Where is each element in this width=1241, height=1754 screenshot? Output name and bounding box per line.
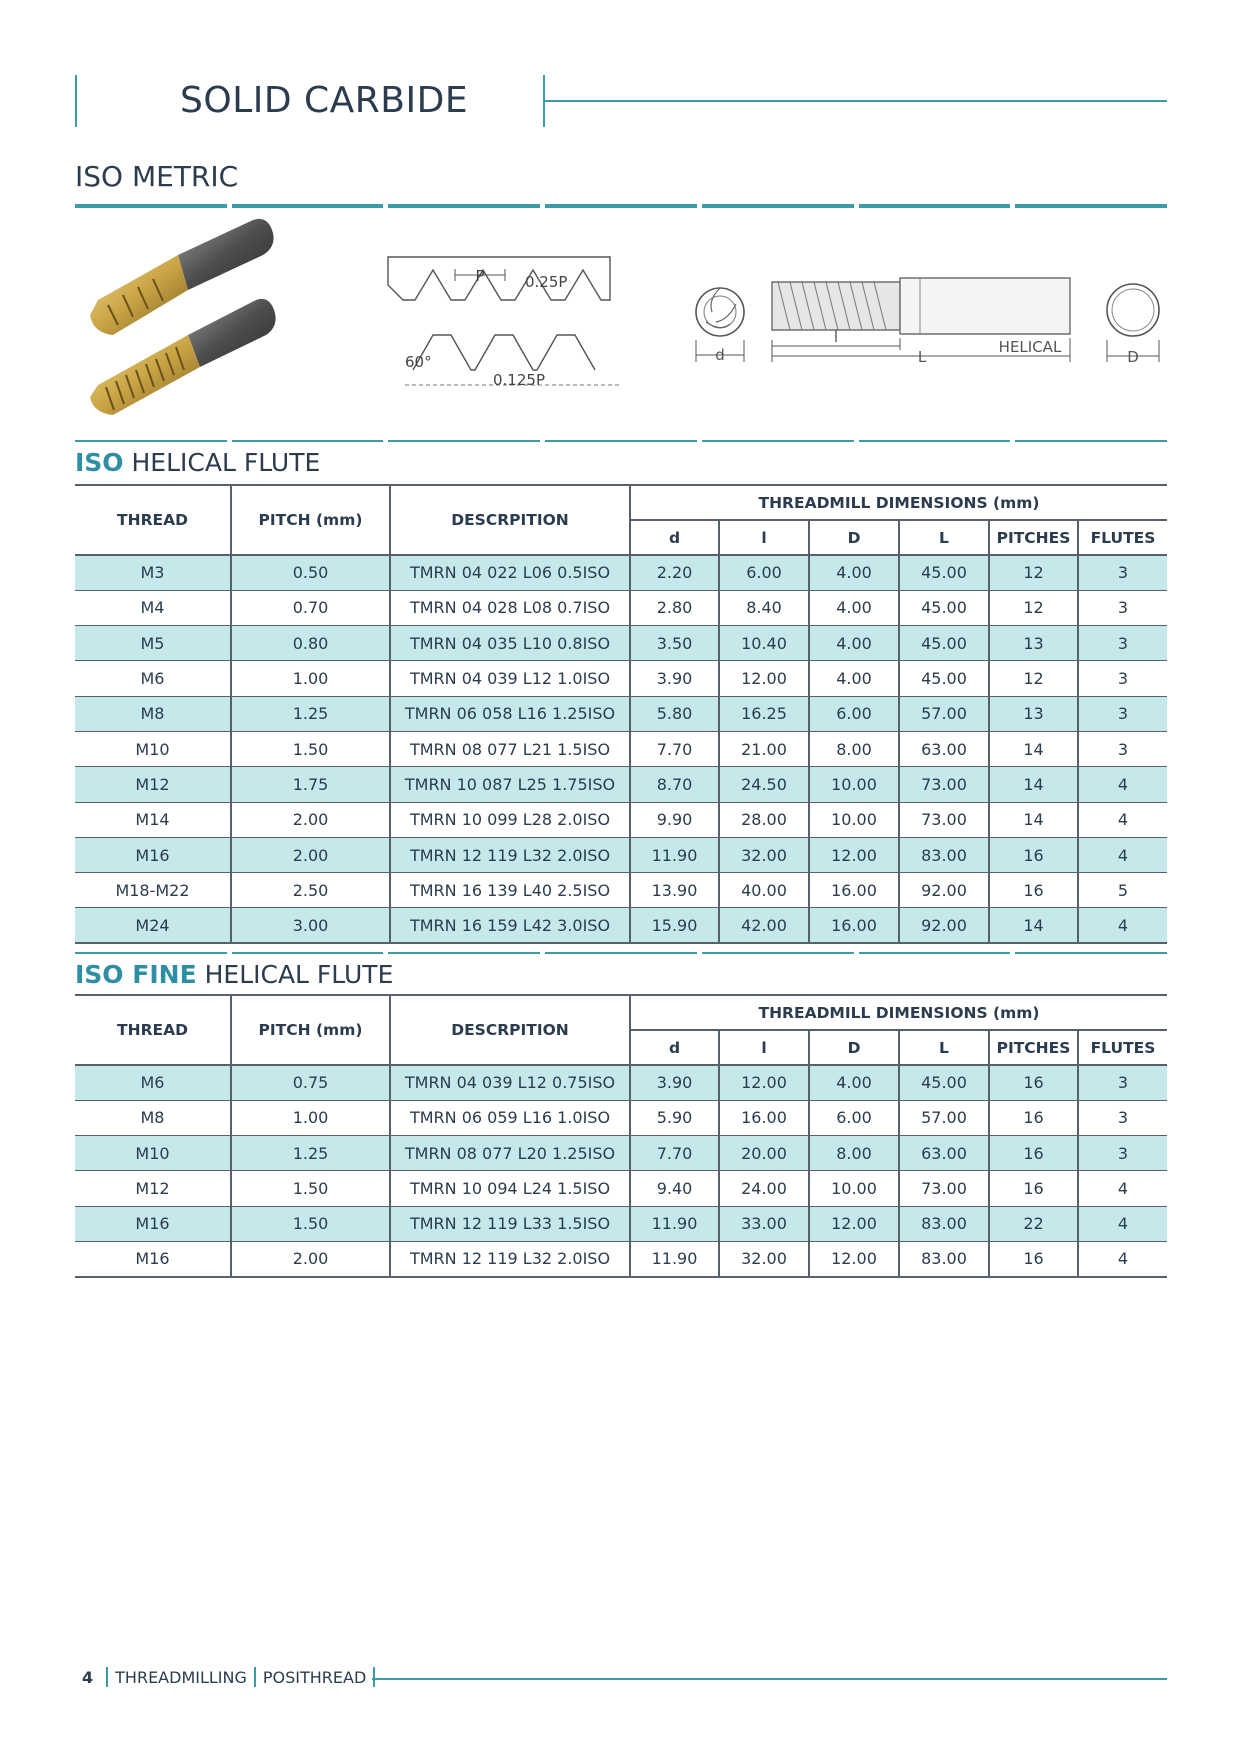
- dim-L-label: L: [917, 348, 927, 366]
- table-row: [75, 767, 1167, 802]
- table-cell: 12.00: [809, 1241, 899, 1276]
- table-row: [75, 873, 1167, 908]
- table-cell: TMRN 16 139 L40 2.5ISO: [390, 873, 630, 908]
- table-cell: TMRN 12 119 L33 1.5ISO: [390, 1206, 630, 1241]
- footer-separator: [106, 1667, 108, 1687]
- col-flutes: FLUTES: [1078, 520, 1167, 555]
- table-cell: 12: [989, 555, 1078, 590]
- table1-heading-accent: ISO: [75, 448, 124, 477]
- table-row: [75, 1241, 1167, 1276]
- table-cell: 22: [989, 1206, 1078, 1241]
- table-cell: 4.00: [809, 626, 899, 661]
- table-cell: 21.00: [719, 731, 809, 766]
- footer-separator: [373, 1667, 375, 1687]
- table-cell: TMRN 12 119 L32 2.0ISO: [390, 837, 630, 872]
- table-cell: 1.25: [231, 696, 390, 731]
- table-cell: 42.00: [719, 908, 809, 943]
- col-thread: THREAD: [75, 995, 231, 1065]
- page-title: SOLID CARBIDE: [180, 80, 469, 121]
- table-cell: TMRN 08 077 L21 1.5ISO: [390, 731, 630, 766]
- table-cell: 4: [1078, 1241, 1167, 1276]
- table1-heading: [75, 448, 320, 477]
- table-cell: TMRN 06 058 L16 1.25ISO: [390, 696, 630, 731]
- table-cell: 12.00: [719, 661, 809, 696]
- table-cell: 1.50: [231, 731, 390, 766]
- table-cell: 14: [989, 908, 1078, 943]
- table-cell: TMRN 04 039 L12 1.0ISO: [390, 661, 630, 696]
- table-cell: 40.00: [719, 873, 809, 908]
- table-cell: 63.00: [899, 731, 989, 766]
- table-cell: 1.00: [231, 661, 390, 696]
- table-cell: M14: [75, 802, 231, 837]
- table-cell: M3: [75, 555, 231, 590]
- table-row: [75, 802, 1167, 837]
- table-cell: 4.00: [809, 555, 899, 590]
- table-cell: 3: [1078, 1100, 1167, 1135]
- table-row: [75, 1136, 1167, 1171]
- table-cell: 12.00: [719, 1065, 809, 1100]
- table-cell: 10.00: [809, 1171, 899, 1206]
- iso-fine-helical-flute-table: [75, 994, 1167, 1278]
- table-cell: 3.90: [630, 1065, 719, 1100]
- figure-divider: [75, 440, 1167, 442]
- table-cell: M16: [75, 1241, 231, 1276]
- table-cell: 4: [1078, 767, 1167, 802]
- table-cell: 6.00: [809, 696, 899, 731]
- table-cell: 13: [989, 696, 1078, 731]
- table-cell: 11.90: [630, 1206, 719, 1241]
- col-d: d: [630, 520, 719, 555]
- table-cell: 16.25: [719, 696, 809, 731]
- table-cell: 10.00: [809, 802, 899, 837]
- table-cell: 16: [989, 1171, 1078, 1206]
- header-line: [543, 100, 1167, 102]
- col-thread: THREAD: [75, 485, 231, 555]
- table2-heading-accent: ISO FINE: [75, 960, 197, 989]
- table-cell: 0.75: [231, 1065, 390, 1100]
- table-cell: M12: [75, 767, 231, 802]
- table-cell: TMRN 10 099 L28 2.0ISO: [390, 802, 630, 837]
- table-cell: 4: [1078, 1206, 1167, 1241]
- table-cell: 4: [1078, 1171, 1167, 1206]
- col-D: D: [809, 520, 899, 555]
- section-title: ISO METRIC: [75, 160, 239, 193]
- table-row: [75, 1171, 1167, 1206]
- table-cell: 13: [989, 626, 1078, 661]
- table-cell: 1.75: [231, 767, 390, 802]
- col-group-dimensions: THREADMILL DIMENSIONS (mm): [630, 485, 1167, 520]
- table-cell: 13.90: [630, 873, 719, 908]
- table-cell: M16: [75, 837, 231, 872]
- table-cell: 83.00: [899, 837, 989, 872]
- table-cell: 3.90: [630, 661, 719, 696]
- table-cell: 3: [1078, 1065, 1167, 1100]
- page-footer: [82, 1667, 382, 1687]
- table-cell: 1.00: [231, 1100, 390, 1135]
- table-cell: 4: [1078, 908, 1167, 943]
- table-cell: 3: [1078, 1136, 1167, 1171]
- table-cell: 4.00: [809, 661, 899, 696]
- table-cell: 14: [989, 767, 1078, 802]
- col-d: d: [630, 1030, 719, 1065]
- table-cell: 12: [989, 661, 1078, 696]
- table-cell: 15.90: [630, 908, 719, 943]
- table-row: [75, 1065, 1167, 1100]
- table-cell: 45.00: [899, 661, 989, 696]
- table-cell: 16: [989, 1065, 1078, 1100]
- crest-label: 0.25P: [525, 273, 568, 291]
- table-cell: 63.00: [899, 1136, 989, 1171]
- table-cell: 16.00: [719, 1100, 809, 1135]
- table-cell: M6: [75, 661, 231, 696]
- table-cell: M16: [75, 1206, 231, 1241]
- table-cell: 5.80: [630, 696, 719, 731]
- page-number: 4: [82, 1667, 94, 1687]
- table-cell: TMRN 04 039 L12 0.75ISO: [390, 1065, 630, 1100]
- tool-dimensions-diagram: [690, 270, 1170, 380]
- table-row: [75, 661, 1167, 696]
- table-cell: M8: [75, 1100, 231, 1135]
- table-row: [75, 626, 1167, 661]
- table-cell: 8.00: [809, 731, 899, 766]
- table-cell: 12: [989, 590, 1078, 625]
- table-cell: 32.00: [719, 1241, 809, 1276]
- angle-label: 60°: [405, 353, 432, 371]
- table-cell: 20.00: [719, 1136, 809, 1171]
- table-cell: 16: [989, 837, 1078, 872]
- col-pitch: PITCH (mm): [231, 485, 390, 555]
- table-cell: 73.00: [899, 802, 989, 837]
- table-cell: M6: [75, 1065, 231, 1100]
- table-row: [75, 1100, 1167, 1135]
- table-cell: 16.00: [809, 908, 899, 943]
- footer-separator: [254, 1667, 256, 1687]
- table2-heading: [75, 960, 393, 989]
- table-cell: M5: [75, 626, 231, 661]
- table-cell: 1.25: [231, 1136, 390, 1171]
- table-cell: 16: [989, 1136, 1078, 1171]
- table-cell: M4: [75, 590, 231, 625]
- table-cell: 83.00: [899, 1241, 989, 1276]
- table-cell: 0.80: [231, 626, 390, 661]
- col-flutes: FLUTES: [1078, 1030, 1167, 1065]
- table-cell: TMRN 12 119 L32 2.0ISO: [390, 1241, 630, 1276]
- table-cell: 2.80: [630, 590, 719, 625]
- table-cell: 11.90: [630, 1241, 719, 1276]
- table2-heading-rest: HELICAL FLUTE: [196, 960, 394, 989]
- table-cell: TMRN 16 159 L42 3.0ISO: [390, 908, 630, 943]
- section-divider: [75, 204, 1167, 208]
- dim-l-label: l: [833, 328, 839, 346]
- footer-line: [372, 1678, 1167, 1680]
- table-cell: 33.00: [719, 1206, 809, 1241]
- table-cell: 2.00: [231, 837, 390, 872]
- col-pitch: PITCH (mm): [231, 995, 390, 1065]
- col-description: DESCRPITION: [390, 995, 630, 1065]
- table-cell: 83.00: [899, 1206, 989, 1241]
- table-cell: M10: [75, 731, 231, 766]
- thread-profile-diagram: [385, 255, 635, 405]
- footer-section-1: THREADMILLING: [115, 1667, 247, 1687]
- table-cell: 12.00: [809, 837, 899, 872]
- col-description: DESCRPITION: [390, 485, 630, 555]
- table-cell: 8.70: [630, 767, 719, 802]
- table-cell: M8: [75, 696, 231, 731]
- col-D: D: [809, 1030, 899, 1065]
- table-row: [75, 837, 1167, 872]
- table-cell: 9.40: [630, 1171, 719, 1206]
- table-cell: 73.00: [899, 767, 989, 802]
- footer-section-2: POSITHREAD: [262, 1667, 367, 1687]
- table-row: [75, 696, 1167, 731]
- table-cell: 5.90: [630, 1100, 719, 1135]
- col-L: L: [899, 1030, 989, 1065]
- table-cell: TMRN 04 035 L10 0.8ISO: [390, 626, 630, 661]
- table-cell: 24.50: [719, 767, 809, 802]
- table-cell: M24: [75, 908, 231, 943]
- table-cell: 92.00: [899, 908, 989, 943]
- col-group-dimensions: THREADMILL DIMENSIONS (mm): [630, 995, 1167, 1030]
- table-cell: 7.70: [630, 731, 719, 766]
- table-cell: TMRN 04 028 L08 0.7ISO: [390, 590, 630, 625]
- table-cell: 45.00: [899, 626, 989, 661]
- table-cell: 10.40: [719, 626, 809, 661]
- table-cell: 16: [989, 1241, 1078, 1276]
- table-cell: TMRN 10 094 L24 1.5ISO: [390, 1171, 630, 1206]
- table-cell: 3: [1078, 661, 1167, 696]
- root-label: 0.125P: [493, 371, 545, 389]
- table-row: [75, 731, 1167, 766]
- table-cell: 3.00: [231, 908, 390, 943]
- table-row: [75, 1206, 1167, 1241]
- table-cell: 2.50: [231, 873, 390, 908]
- table-cell: M12: [75, 1171, 231, 1206]
- table-row: [75, 908, 1167, 943]
- dim-d-label: d: [715, 346, 725, 364]
- table-cell: 3: [1078, 590, 1167, 625]
- table-cell: 3: [1078, 731, 1167, 766]
- table-cell: 9.90: [630, 802, 719, 837]
- table-row: [75, 555, 1167, 590]
- table-cell: 0.50: [231, 555, 390, 590]
- col-pitches: PITCHES: [989, 520, 1078, 555]
- table-cell: 45.00: [899, 590, 989, 625]
- table-cell: 10.00: [809, 767, 899, 802]
- col-pitches: PITCHES: [989, 1030, 1078, 1065]
- table-cell: 0.70: [231, 590, 390, 625]
- table-cell: 7.70: [630, 1136, 719, 1171]
- col-l: l: [719, 1030, 809, 1065]
- table-cell: 57.00: [899, 696, 989, 731]
- iso-helical-flute-table: [75, 484, 1167, 944]
- col-l: l: [719, 520, 809, 555]
- table-cell: 4: [1078, 802, 1167, 837]
- table-cell: 4: [1078, 837, 1167, 872]
- table-cell: 92.00: [899, 873, 989, 908]
- table-cell: 2.00: [231, 802, 390, 837]
- table-cell: TMRN 10 087 L25 1.75ISO: [390, 767, 630, 802]
- dim-D-label: D: [1127, 348, 1139, 366]
- threadmill-tools-image: [78, 215, 293, 425]
- pitch-label: P: [475, 267, 485, 285]
- table-cell: TMRN 06 059 L16 1.0ISO: [390, 1100, 630, 1135]
- table-cell: TMRN 04 022 L06 0.5ISO: [390, 555, 630, 590]
- table-row: [75, 590, 1167, 625]
- table-cell: 45.00: [899, 555, 989, 590]
- table-cell: 2.20: [630, 555, 719, 590]
- table-cell: 8.00: [809, 1136, 899, 1171]
- table-cell: 5: [1078, 873, 1167, 908]
- table-cell: 2.00: [231, 1241, 390, 1276]
- col-L: L: [899, 520, 989, 555]
- table-cell: 16.00: [809, 873, 899, 908]
- table-cell: 11.90: [630, 837, 719, 872]
- table1-heading-rest: HELICAL FLUTE: [123, 448, 321, 477]
- table-cell: 24.00: [719, 1171, 809, 1206]
- helical-label: HELICAL: [998, 338, 1062, 356]
- table-cell: 8.40: [719, 590, 809, 625]
- table-cell: 1.50: [231, 1206, 390, 1241]
- table-cell: 12.00: [809, 1206, 899, 1241]
- table-cell: M10: [75, 1136, 231, 1171]
- table-cell: 16: [989, 1100, 1078, 1135]
- table-cell: 57.00: [899, 1100, 989, 1135]
- table-cell: 4.00: [809, 590, 899, 625]
- table-divider: [75, 952, 1167, 954]
- table-cell: 6.00: [719, 555, 809, 590]
- table-cell: 3: [1078, 555, 1167, 590]
- table-cell: 6.00: [809, 1100, 899, 1135]
- table-cell: 3: [1078, 626, 1167, 661]
- table-cell: 73.00: [899, 1171, 989, 1206]
- table-cell: 16: [989, 873, 1078, 908]
- table-cell: 1.50: [231, 1171, 390, 1206]
- table-cell: 28.00: [719, 802, 809, 837]
- header-left-rule: [75, 75, 77, 127]
- table-cell: 32.00: [719, 837, 809, 872]
- table-cell: 3: [1078, 696, 1167, 731]
- table-cell: 14: [989, 731, 1078, 766]
- table-cell: TMRN 08 077 L20 1.25ISO: [390, 1136, 630, 1171]
- table-cell: 4.00: [809, 1065, 899, 1100]
- table-cell: 45.00: [899, 1065, 989, 1100]
- table-cell: M18-M22: [75, 873, 231, 908]
- table-cell: 3.50: [630, 626, 719, 661]
- table-cell: 14: [989, 802, 1078, 837]
